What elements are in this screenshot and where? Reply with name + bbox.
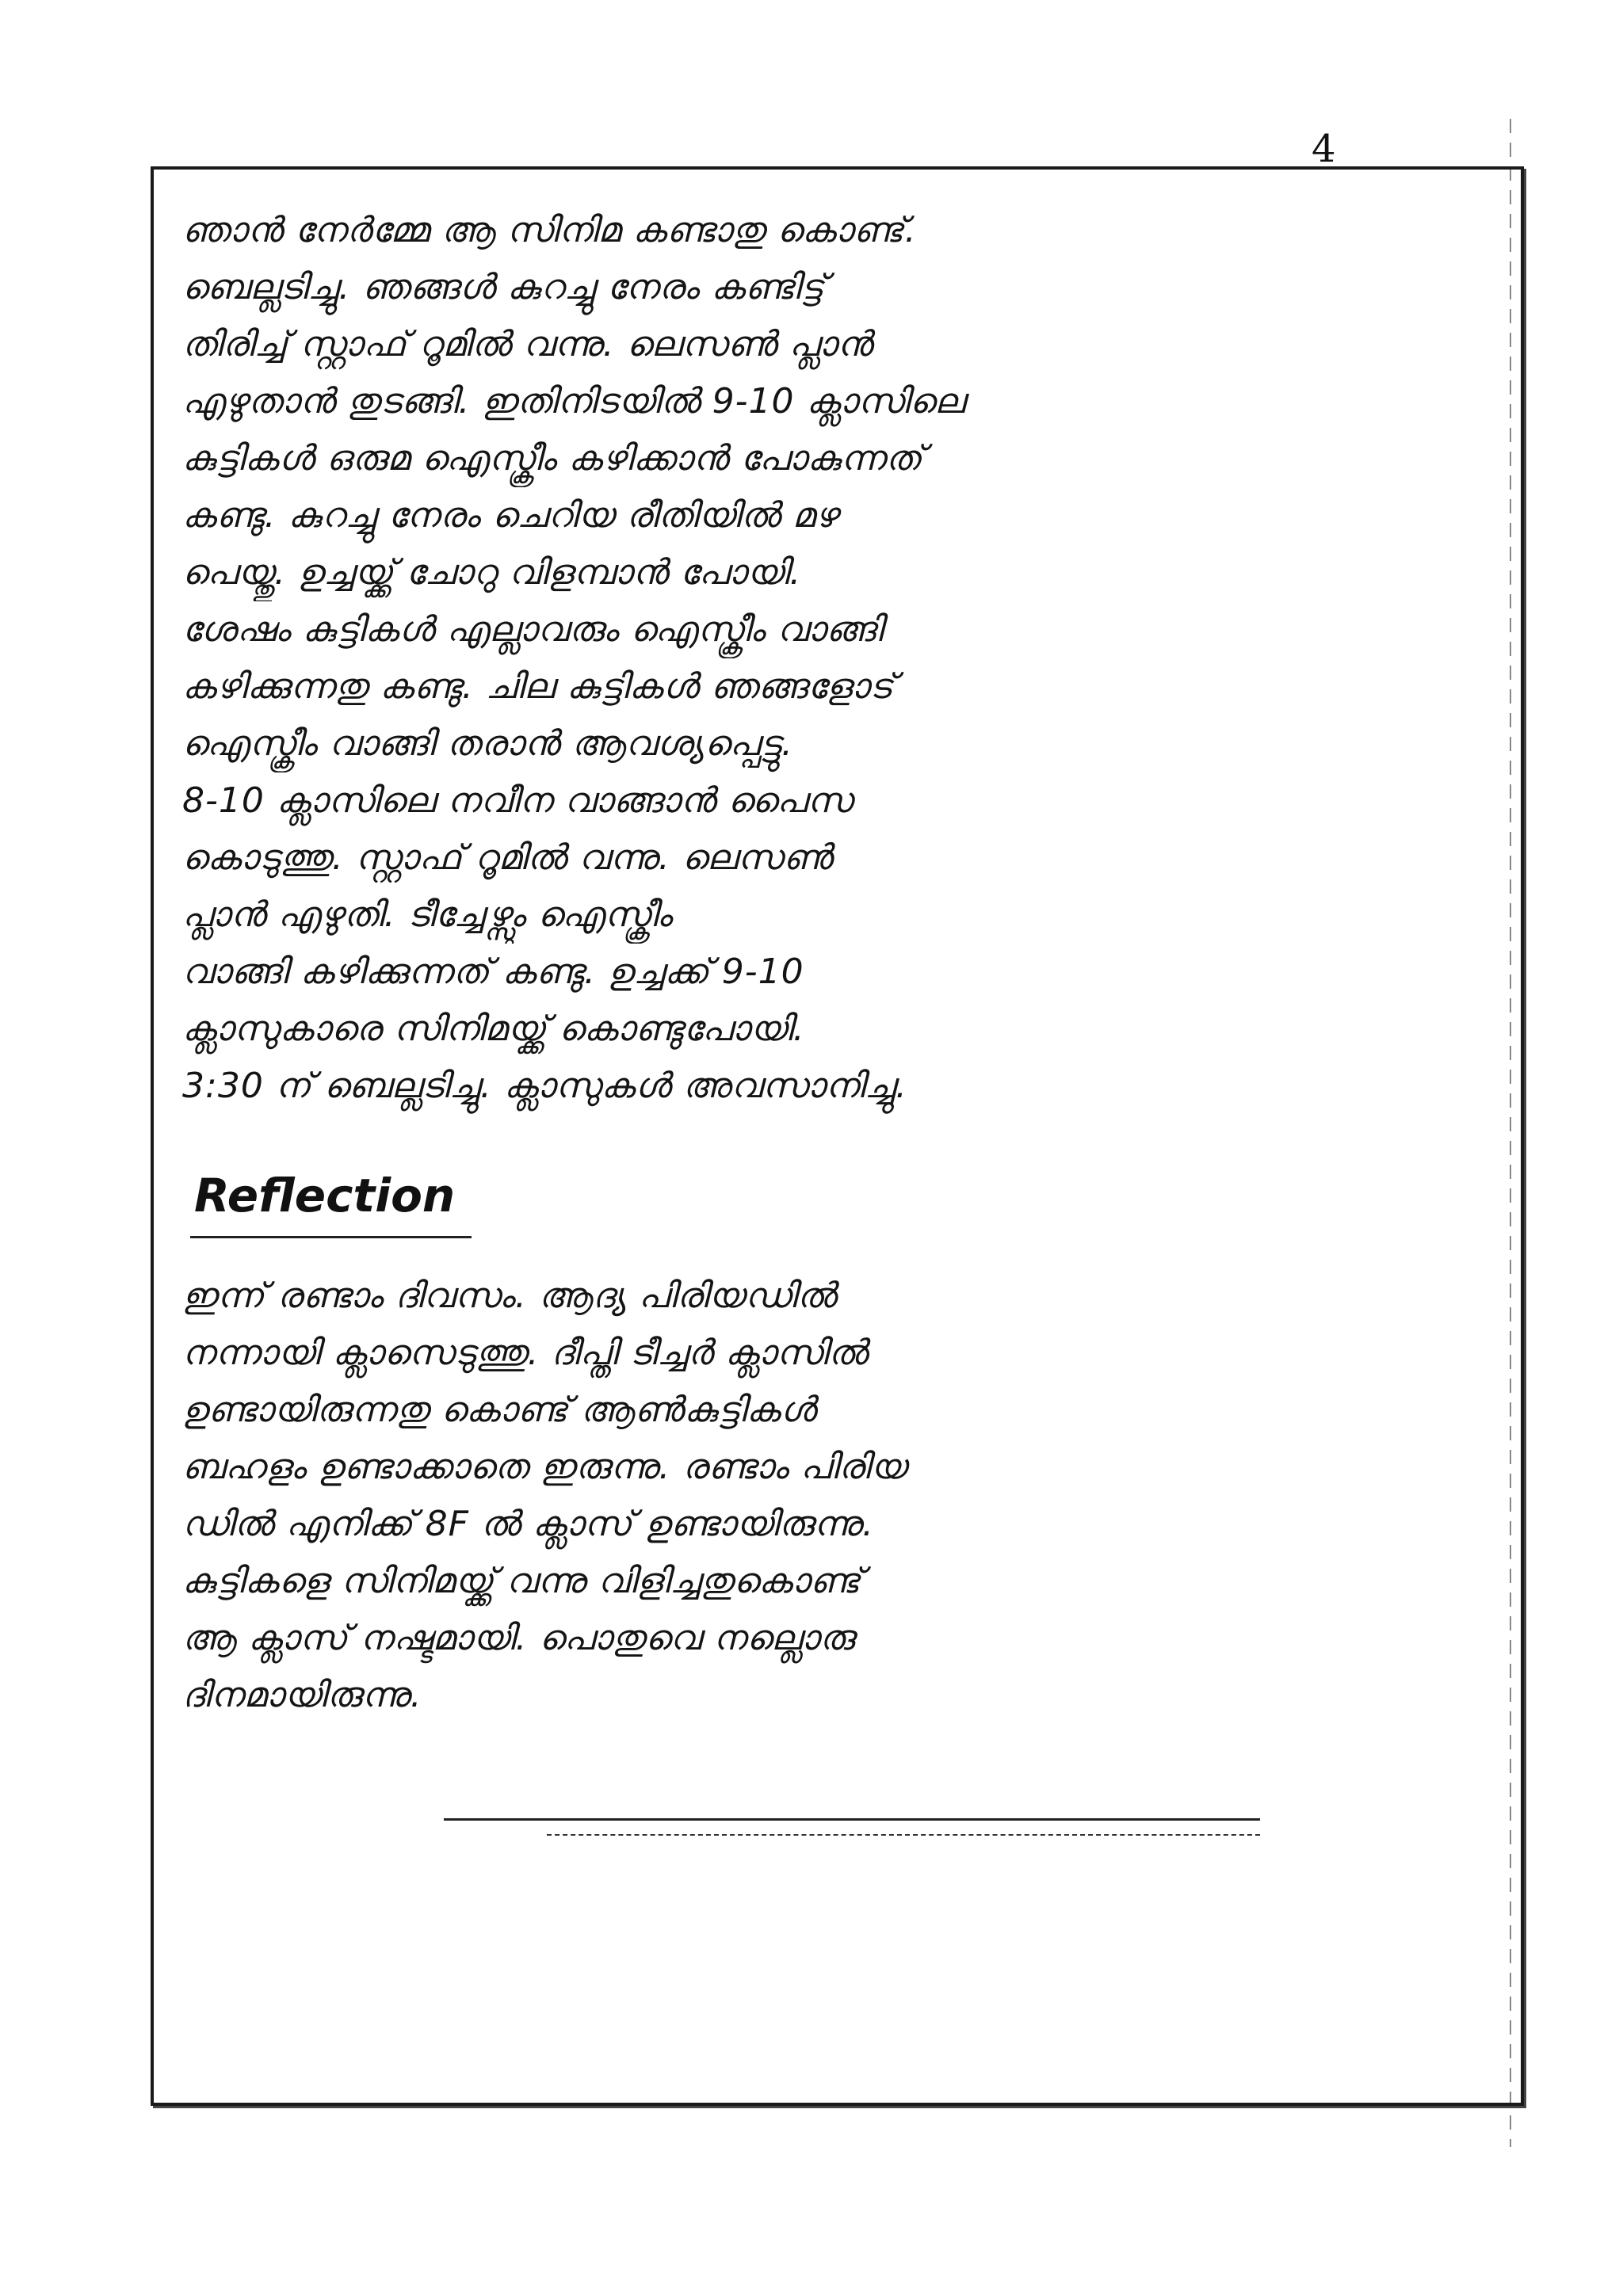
end-divider-line <box>444 1818 1260 1821</box>
body-line: ശേഷം കുട്ടികൾ എല്ലാവരും ഐസ്ക്രീം വാങ്ങി <box>182 609 884 650</box>
body-line: കണ്ടു. കുറച്ചു നേരം ചെറിയ രീതിയിൽ മഴ <box>182 495 838 536</box>
reflection-line: ഇന്ന് രണ്ടാം ദിവസം. ആദ്യ പിരിയഡിൽ <box>182 1276 837 1316</box>
body-line: ഞാൻ നേർമ്മേ ആ സിനിമ കണ്ടാതു കൊണ്ട്. <box>182 210 917 250</box>
body-line: എഴുതാൻ തുടങ്ങി. ഇതിനിടയിൽ 9-10 ക്ലാസിലെ <box>182 381 965 421</box>
body-line: 8-10 ക്ലാസിലെ നവീന വാങ്ങാൻ പൈസ <box>182 780 854 821</box>
reflection-heading-underline <box>190 1236 472 1238</box>
body-line: ബെല്ലടിച്ചു. ഞങ്ങൾ കുറച്ചു നേരം കണ്ടിട്ട് <box>182 267 826 307</box>
reflection-line: നന്നായി ക്ലാസെടുത്തു. ദീപ്തി ടീച്ചർ ക്ലാസിൽ <box>182 1333 869 1373</box>
body-line: പ്ലാൻ എഴുതി. ടീച്ചേഴ്സും ഐസ്ക്രീം <box>182 894 673 935</box>
body-line: 3:30 ന് ബെല്ലടിച്ചു. ക്ലാസുകൾ അവസാനിച്ചു. <box>182 1066 907 1106</box>
reflection-line: ആ ക്ലാസ് നഷ്ടമായി. പൊതുവെ നല്ലൊരു <box>182 1618 855 1658</box>
reflection-line: ഉണ്ടായിരുന്നതു കൊണ്ട് ആൺകുട്ടികൾ <box>182 1390 817 1430</box>
reflection-line: ബഹളം ഉണ്ടാക്കാതെ ഇരുന്നു. രണ്ടാം പിരിയ <box>182 1447 907 1487</box>
page-number: 4 <box>1312 127 1336 171</box>
body-line: തിരിച്ച് സ്റ്റാഫ് റൂമിൽ വന്നു. ലെസൺ പ്ലാൻ <box>182 324 873 364</box>
body-line: കൊടുത്തു. സ്റ്റാഫ് റൂമിൽ വന്നു. ലെസൺ <box>182 837 833 878</box>
reflection-heading: Reflection <box>194 1169 456 1222</box>
end-divider-dashed-line <box>547 1834 1260 1836</box>
body-line: വാങ്ങി കഴിക്കുന്നത് കണ്ടു. ഉച്ചക്ക് 9-10 <box>182 952 804 992</box>
reflection-line: ദിനമായിരുന്നു. <box>182 1675 422 1715</box>
reflection-text <box>182 1268 1482 1724</box>
diary-body-text <box>182 202 1482 1115</box>
body-line: കുട്ടികൾ ഒരുമ ഐസ്ക്രീം കഴിക്കാൻ പോകുന്നത് <box>182 438 923 479</box>
body-line: പെയ്തു. ഉച്ചയ്ക്ക് ചോറു വിളമ്പാൻ പോയി. <box>182 552 802 593</box>
reflection-line: കുട്ടികളെ സിനിമയ്ക്ക് വന്നു വിളിച്ചതുകൊണ്ട് <box>182 1561 861 1601</box>
body-line: ക്ലാസുകാരെ സിനിമയ്ക്ക് കൊണ്ടുപോയി. <box>182 1009 805 1049</box>
body-line: ഐസ്ക്രീം വാങ്ങി തരാൻ ആവശ്യപ്പെട്ടു. <box>182 723 793 764</box>
reflection-line: ഡിൽ എനിക്ക് 8F ൽ ക്ലാസ് ഉണ്ടായിരുന്നു. <box>182 1504 874 1544</box>
body-line: കഴിക്കുന്നതു കണ്ടു. ചില കുട്ടികൾ ഞങ്ങളോട് <box>182 666 895 707</box>
